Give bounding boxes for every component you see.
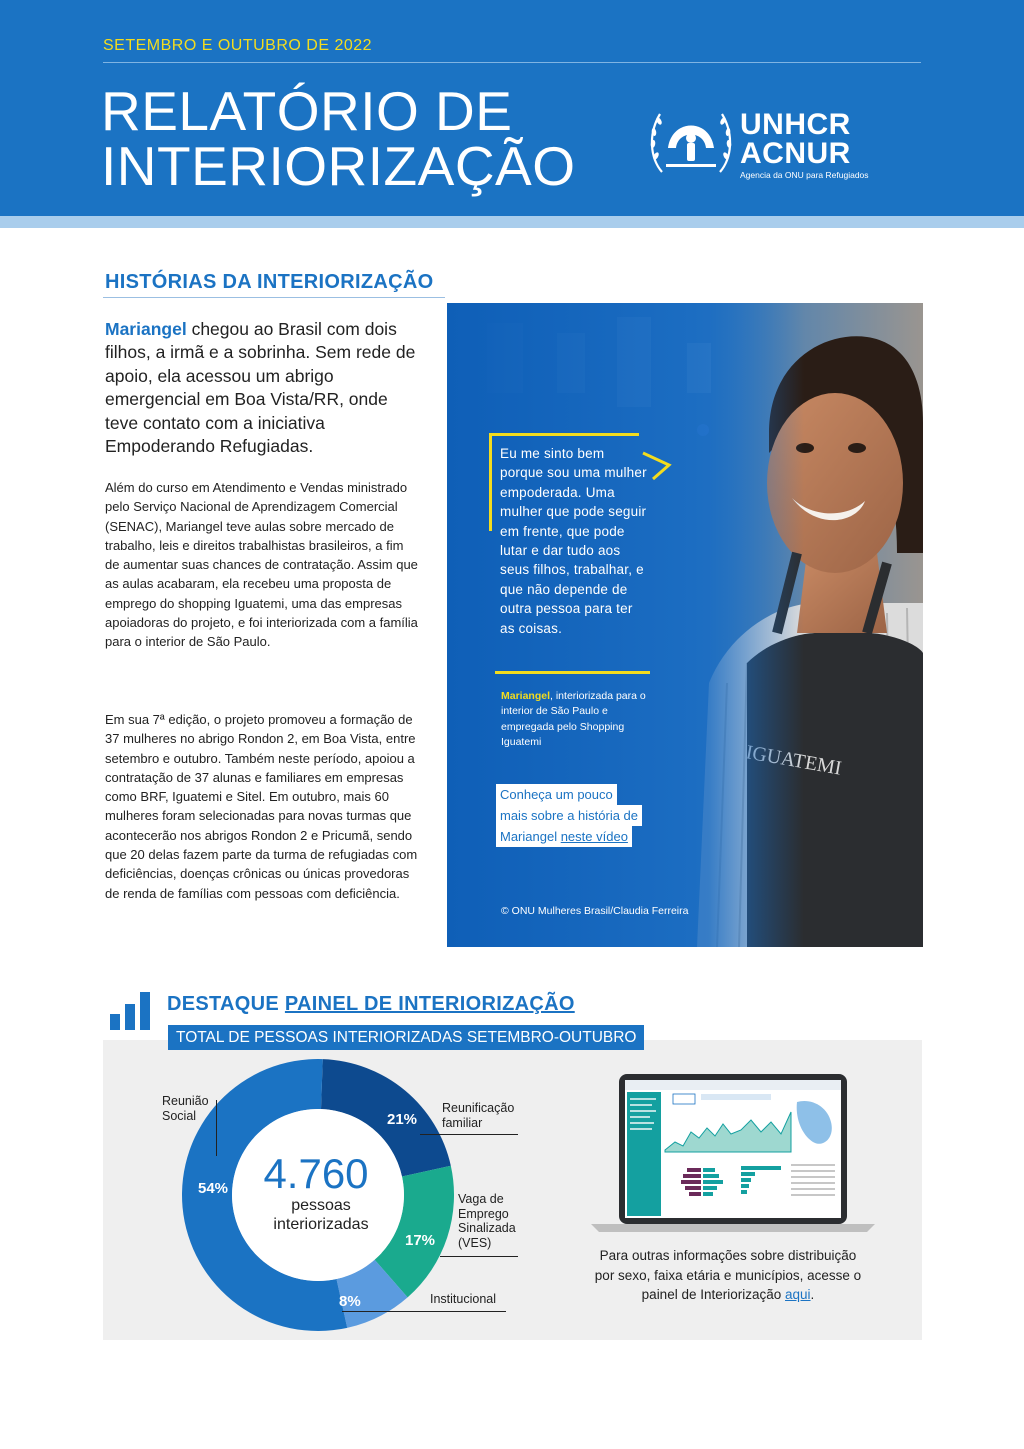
caption-text: , interiorizada para o interior de São Paulo e empregada pelo Shopping Iguatemi [501, 690, 646, 748]
quote-bracket-side [489, 433, 492, 531]
header-divider [103, 62, 921, 63]
story-lead-name: Mariangel [105, 319, 187, 339]
story-paragraph-2: Em sua 7ª edição, o projeto promoveu a formação de 37 mulheres no abrigo Rondon 2, em Boa Vista, entre setembro e outubro. Também neste período, apoiou a contratação de 37 alunas e familiares em empresas como BRF, Iguatemi e Sitel. Em outubro, mais 60 mulheres foram selecionadas para novas turmas que acontecerão nos abrigos Rondon 2 e Pricumã, sendo que 20 delas fazem parte da turma de refugiadas com deficiências, doenças crônicas ou únicas provedoras de renda de famílias com pessoas com deficiência. [105, 712, 418, 901]
unhcr-emblem-icon [648, 104, 734, 180]
donut-total: 4.760 [263, 1150, 369, 1197]
stories-section-title: HISTÓRIAS DA INTERIORIZAÇÃO [105, 271, 434, 293]
donut-total-label [236, 1196, 406, 1234]
legend-reunificacao: Reunificação familiar [442, 1101, 515, 1130]
quote-bracket-top [489, 433, 639, 436]
leader-ves [440, 1256, 518, 1257]
header-banner [0, 0, 1024, 216]
slice-label-reuniao-social: 54% [198, 1180, 229, 1197]
donut-total-label-2: interiorizadas [273, 1216, 369, 1233]
dashboard-title-link[interactable]: PAINEL DE INTERIORIZAÇÃO [284, 993, 575, 1015]
video-callout-line-2: mais sobre a história de [496, 805, 642, 826]
slice-label-reunificacao: 21% [387, 1111, 418, 1128]
logo-acnur-text: ACNUR [740, 137, 851, 170]
dashboard-caption-text: Para outras informações sobre distribuição por sexo, faixa etária e municípios, acesse o painel de Interiorização [594, 1248, 862, 1302]
story-lead [105, 318, 423, 458]
donut-total-label-1: pessoas [291, 1197, 351, 1214]
legend-ves: Vaga de Emprego Sinalizada (VES) [458, 1192, 516, 1250]
video-callout-prefix: Mariangel [500, 829, 561, 844]
story-quote: Eu me sinto bem porque sou uma mulher empoderada. Uma mulher que pode seguir em frente, que pode lutar e dar tudo aos seus filhos, trabalhar, e que não depende de outra pessoa para ter as coisas. [500, 446, 647, 636]
video-callout-line-1: Conheça um pouco [496, 784, 617, 805]
story-lead-text: chegou ao Brasil com dois filhos, a irmã e a sobrinha. Sem rede de apoio, ela acessou um abrigo emergencial em Boa Vista/RR, onde teve contato com a iniciativa Empoderando Refugiadas. [105, 319, 416, 457]
legend-reuniao-social: Reunião Social [162, 1094, 209, 1123]
report-title [101, 80, 576, 197]
photo-caption [501, 689, 651, 750]
title-line-1: RELATÓRIO DE [101, 80, 513, 142]
unhcr-logo[interactable] [648, 104, 928, 184]
logo-subtitle: Agencia da ONU para Refugiados [740, 170, 869, 180]
dashboard-subtitle: TOTAL DE PESSOAS INTERIORIZADAS SETEMBRO-OUTUBRO [168, 1025, 644, 1050]
video-callout-line-3 [496, 826, 632, 847]
dashboard-caption-link[interactable]: aqui [785, 1287, 811, 1302]
quote-divider [495, 671, 650, 674]
video-callout[interactable] [496, 784, 656, 847]
dashboard-laptop-image[interactable] [591, 1072, 875, 1232]
bar-chart-icon [110, 992, 154, 1030]
title-line-2: INTERIORIZAÇÃO [101, 135, 576, 197]
slice-label-institucional: 8% [339, 1293, 361, 1310]
header-stripe [0, 216, 1024, 228]
slice-label-ves: 17% [405, 1232, 436, 1249]
leader-reuniao-social [216, 1100, 217, 1156]
logo-unhcr-text: UNHCR [740, 108, 851, 141]
leader-reunificacao [420, 1134, 518, 1135]
dashboard-title-prefix: DESTAQUE [167, 993, 285, 1015]
report-date: SETEMBRO E OUTUBRO DE 2022 [103, 37, 373, 54]
photo-credit: © ONU Mulheres Brasil/Claudia Ferreira [501, 905, 689, 917]
caption-name: Mariangel [501, 690, 551, 702]
dashboard-caption [590, 1246, 866, 1305]
story-paragraph-1: Além do curso em Atendimento e Vendas ministrado pelo Serviço Nacional de Aprendizagem Comercial (SENAC), Mariangel teve aulas sobre mercado de trabalho, leis e direitos trabalhistas brasileiros, a fim de aumentar suas chances de contratação. Assim que as aulas acabaram, ela recebeu uma proposta de emprego do shopping Iguatemi, uma das empresas apoiadoras do projeto, e foi interiorizada com a família para o interior de São Paulo. [105, 480, 418, 650]
dashboard-caption-end: . [810, 1287, 815, 1302]
video-link[interactable]: neste vídeo [560, 829, 628, 844]
leader-institucional [342, 1311, 506, 1312]
dashboard-section-title [167, 993, 575, 1016]
legend-institucional: Institucional [430, 1292, 497, 1306]
stories-section-divider [103, 297, 445, 298]
